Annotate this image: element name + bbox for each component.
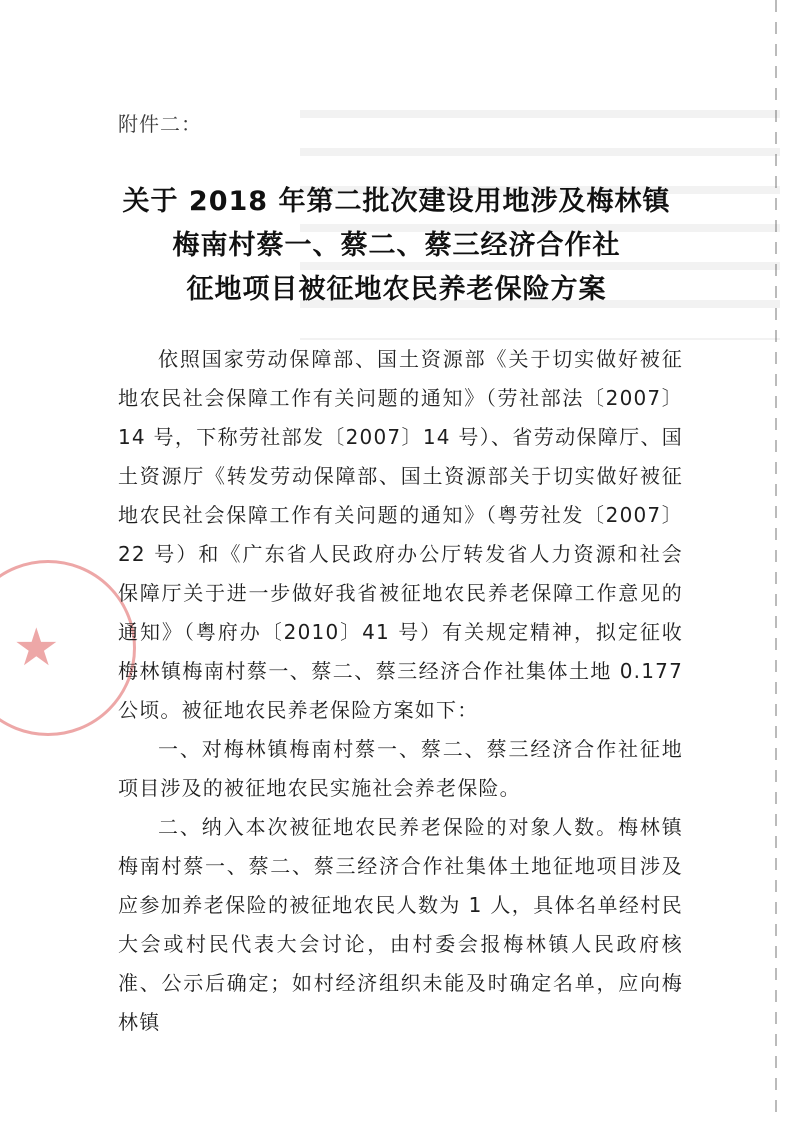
official-seal [0,560,136,736]
document-title [0,180,793,312]
title-line-3: 征地项目被征地农民养老保险方案 [186,274,607,305]
paragraph-intro: 依照国家劳动保障部、国土资源部《关于切实做好被征地农民社会保障工作有关问题的通知》（劳社部法〔2007〕14 号，下称劳社部发〔2007〕14 号）、省劳动保障厅、国土资源厅《转发劳动保障部、国土资源部关于切实做好被征地农民社会保障工作有关问题的通知》（粤劳社发〔2007〕22 号）和《广东省人民政府办公厅转发省人力资源和社会保障厅关于进一步做好我省被征地农民养老保障工作意见的通知》（粤府办〔2010〕41 号）有关规定精神，拟定征收梅林镇梅南村蔡一、蔡二、蔡三经济合作社集体土地 0.177 公顷。被征地农民养老保险方案如下： [118,347,683,722]
document-body [118,340,683,1042]
title-line-1: 关于 2018 年第二批次建设用地涉及梅林镇 [122,186,671,217]
title-line-2: 梅南村蔡一、蔡二、蔡三经济合作社 [172,230,621,261]
paragraph-item-1: 一、对梅林镇梅南村蔡一、蔡二、蔡三经济合作社征地项目涉及的被征地农民实施社会养老保险。 [118,737,683,800]
paragraph-item-2: 二、纳入本次被征地农民养老保险的对象人数。梅林镇梅南村蔡一、蔡二、蔡三经济合作社集体土地征地项目涉及应参加养老保险的被征地农民人数为 1 人，具体名单经村民大会或村民代表大会讨论，由村委会报梅林镇人民政府核准、公示后确定；如村经济组织未能及时确定名单，应向梅林镇 [118,815,683,1034]
attachment-label: 附件二： [118,112,202,136]
seal-star-icon: ★ [13,618,60,678]
